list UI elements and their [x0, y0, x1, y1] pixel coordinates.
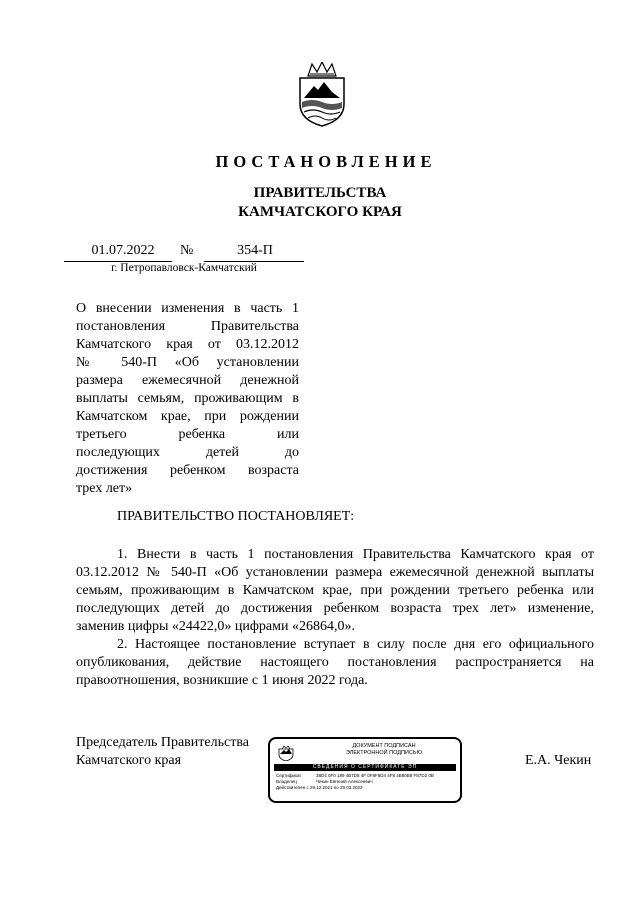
stamp-title-line-2: ЭЛЕКТРОННОЙ ПОДПИСЬЮ — [345, 750, 423, 756]
stamp-row-value: 38D4 0F0 189 4B7D8 4F 0F8F8D4 4F8 4B80B8 F87D2 0B — [316, 773, 434, 778]
issue-city: г. Петропавловск-Камчатский — [111, 262, 257, 274]
body-line: 03.12.2012 № 540-П «Об установлении размера ежемесячной денежной выплаты — [76, 565, 594, 580]
issuer-line-1: ПРАВИТЕЛЬСТВА — [253, 185, 387, 201]
title-line: достижения ребенком возраста — [76, 463, 299, 478]
stamp-row-key: Владелец — [276, 779, 297, 784]
electronic-signature-stamp — [268, 737, 462, 803]
title-line: № 540-П «Об установлении — [76, 355, 299, 370]
stamp-certificate-bar: СВЕДЕНИЯ О СЕРТИФИКАТЕ ЭП — [274, 764, 456, 771]
title-line: трех лет» — [76, 481, 133, 496]
document-date: 01.07.2022 — [91, 243, 155, 258]
decree-heading: ПРАВИТЕЛЬСТВО ПОСТАНОВЛЯЕТ: — [117, 509, 355, 524]
stamp-row-key: Сертификат — [276, 773, 302, 778]
title-line: О внесении изменения в часть 1 — [76, 301, 299, 316]
body-line: заменив цифры «24422,0» цифрами «26864,0». — [76, 619, 355, 634]
body-line: семьям, проживающим в Камчатском крае, при рождении третьего ребенка или — [76, 583, 594, 598]
title-line: последующих детей до — [76, 445, 299, 460]
body-line: последующих детей до достижения ребенком возраста трех лет» изменение, — [76, 601, 594, 616]
body-line: правоотношения, возникшие с 1 июня 2022 года. — [76, 673, 368, 688]
stamp-title — [314, 743, 454, 757]
title-line: Камчатском крае, при рождении — [76, 409, 299, 424]
coat-of-arms-emblem — [296, 62, 348, 128]
stamp-row-validity — [276, 785, 363, 791]
signer-position-line-2: Камчатского края — [76, 753, 182, 768]
title-line: размера ежемесячной денежной — [76, 373, 299, 388]
title-line: постановления Правительства — [76, 319, 299, 334]
document-type-title: ПОСТАНОВЛЕНИЕ — [215, 152, 437, 171]
body-line: 2. Настоящее постановление вступает в силу после дня его официального — [117, 637, 594, 652]
title-line: третьего ребенка или — [76, 427, 299, 442]
title-line: Камчатского края от 03.12.2012 — [76, 337, 299, 352]
stamp-row-key: Действителен с 29.12.2021 по 29.03.2023 — [276, 785, 363, 790]
signer-name: Е.А. Чекин — [525, 753, 592, 768]
stamp-row-value: Чекин Евгений Алексеевич — [316, 779, 373, 784]
stamp-emblem-icon — [277, 745, 295, 761]
issuer-line-2: КАМЧАТСКОГО КРАЯ — [238, 204, 402, 220]
stamp-title-line-1: ДОКУМЕНТ ПОДПИСАН — [352, 743, 416, 749]
body-line: опубликования, действие настоящего постановления распространяется на — [76, 655, 594, 670]
signer-position-line-1: Председатель Правительства — [76, 735, 249, 750]
number-sign: № — [180, 243, 194, 258]
title-line: выплаты семьям, проживающим в — [76, 391, 299, 406]
body-line: 1. Внести в часть 1 постановления Правительства Камчатского края от — [117, 547, 594, 562]
document-number: 354-П — [237, 243, 273, 258]
